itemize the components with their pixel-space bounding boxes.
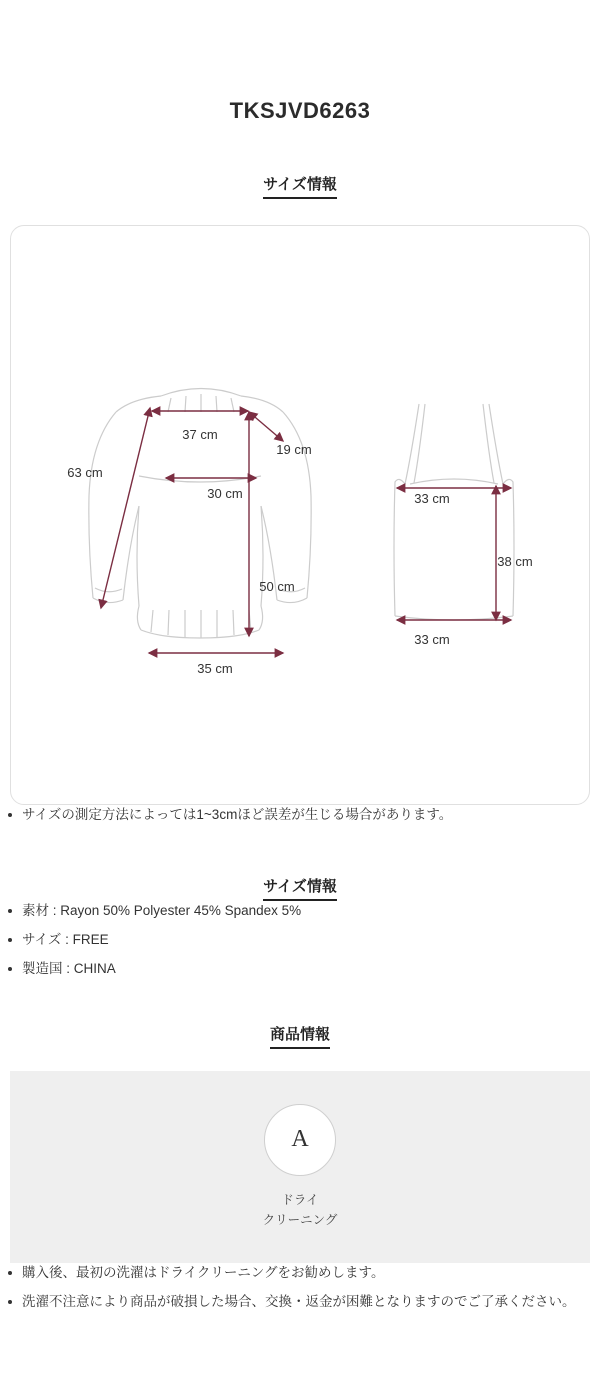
care-label-line2: クリーニング — [262, 1212, 338, 1227]
list-item: 洗濯不注意により商品が破損した場合、交換・返金が困難となりますのでご了承ください。 — [0, 1292, 600, 1313]
dry-clean-symbol-letter: A — [291, 1126, 309, 1153]
list-item: サイズの測定方法によっては1~3cmほど誤差が生じる場合があります。 — [0, 805, 600, 826]
page-title: TKSJVD6263 — [229, 98, 371, 123]
label-shoulder: 37 cm — [182, 427, 218, 442]
blouse-measure-labels — [67, 427, 311, 676]
label-inner-hem: 33 cm — [414, 632, 450, 647]
section-heading-size-info-2 — [0, 878, 600, 901]
list-item: 製造国 : CHINA — [0, 959, 600, 980]
section-heading-label: 商品情報 — [270, 1026, 330, 1049]
section-heading-label: サイズ情報 — [263, 878, 337, 901]
list-item: 購入後、最初の洗濯はドライクリーニングをお勧めします。 — [0, 1263, 600, 1284]
section-heading-label: サイズ情報 — [263, 176, 337, 199]
blouse-measure-lines — [101, 408, 283, 653]
size-diagram — [11, 226, 590, 805]
label-sleeve-opening: 19 cm — [276, 442, 312, 457]
dry-clean-icon — [264, 1104, 336, 1176]
camisole-measure-labels — [414, 491, 532, 647]
measurement-note-list — [0, 805, 600, 826]
spec-list — [0, 901, 600, 980]
section-heading-product-info — [0, 1026, 600, 1049]
size-diagram-card — [10, 225, 590, 805]
list-item: 素材 : Rayon 50% Polyester 45% Spandex 5% — [0, 901, 600, 922]
care-instruction-box — [10, 1071, 590, 1263]
care-label — [263, 1190, 338, 1230]
label-chest: 30 cm — [207, 486, 243, 501]
section-heading-size-info-1 — [0, 176, 600, 199]
care-note-list — [0, 1263, 600, 1313]
blouse-outline — [89, 389, 311, 639]
list-item: サイズ : FREE — [0, 930, 600, 951]
label-hem: 35 cm — [197, 661, 233, 676]
label-length-center: 50 cm — [259, 579, 295, 594]
label-inner-length: 38 cm — [497, 554, 533, 569]
label-inner-chest: 33 cm — [414, 491, 450, 506]
camisole-measure-lines — [397, 486, 511, 620]
care-label-line1: ドライ — [281, 1192, 319, 1207]
label-length-side: 63 cm — [67, 465, 103, 480]
